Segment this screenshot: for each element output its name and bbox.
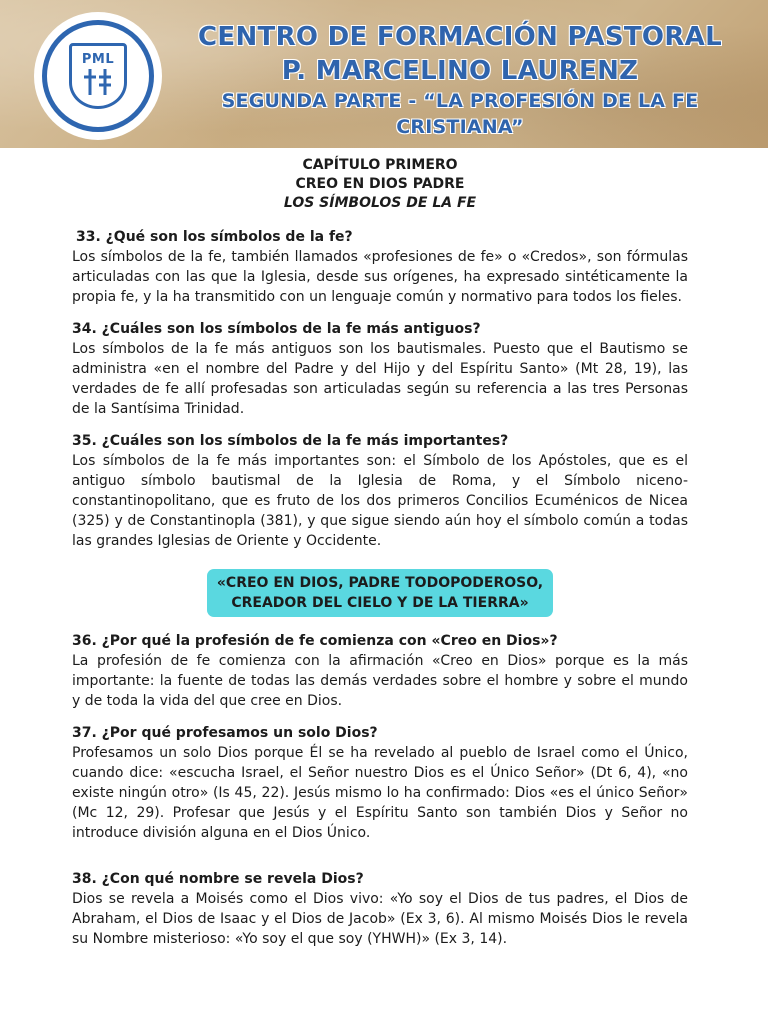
callout-line1: «CREO EN DIOS, PADRE TODOPODEROSO,	[216, 575, 544, 591]
question-33: 33. ¿Qué son los símbolos de la fe?	[76, 229, 353, 245]
callout-wrapper	[72, 569, 688, 617]
question-35: 35. ¿Cuáles son los símbolos de la fe más importantes?	[72, 433, 509, 449]
answer-36: La profesión de fe comienza con la afirmación «Creo en Dios» porque es la más importante: la fuente de todas las demás verdades sobre el hombre y sobre el mundo y de toda la vida del que cree en Dios.	[72, 653, 688, 709]
logo-cross-icon	[81, 67, 115, 97]
question-34: 34. ¿Cuáles son los símbolos de la fe más antiguos?	[72, 321, 481, 337]
logo-ring	[42, 20, 154, 132]
chapter-line2: CREO EN DIOS PADRE	[295, 176, 465, 192]
answer-33: Los símbolos de la fe, también llamados «profesiones de fe» o «Credos», son fórmulas articuladas con las que la Iglesia, desde sus orígenes, ha expresado sintéticamente la propia fe, y la ha transmitido con un lenguaje común y normativo para todos los fieles.	[72, 249, 688, 305]
header-title-line2: P. MARCELINO LAURENZ	[281, 56, 639, 86]
page-header	[0, 0, 768, 148]
header-title-line1: CENTRO DE FORMACIÓN PASTORAL	[198, 22, 722, 52]
logo-text: PML	[81, 52, 115, 67]
chapter-line3: LOS SÍMBOLOS DE LA FE	[283, 195, 477, 211]
answer-34: Los símbolos de la fe más antiguos son los bautismales. Puesto que el Bautismo se administra «en el nombre del Padre y del Hijo y del Espíritu Santo» (Mt 28, 19), las verdades de fe allí profesadas son articuladas según su referencia a las tres Personas de la Santísima Trinidad.	[72, 341, 688, 417]
header-titles	[165, 20, 755, 140]
question-38: 38. ¿Con qué nombre se revela Dios?	[72, 871, 364, 887]
callout-line2: CREADOR DEL CIELO Y DE LA TIERRA»	[231, 595, 529, 611]
institution-logo	[34, 12, 162, 140]
answer-37: Profesamos un solo Dios porque Él se ha revelado al pueblo de Israel como el Único, cuando dice: «escucha Israel, el Señor nuestro Dios es el Único Señor» (Dt 6, 4), «no existe ningún otro» (Is 45, 22). Jesús mismo lo ha confirmado: Dios «es el único Señor» (Mc 12, 29). Profesar que Jesús y el Espíritu Santo son también Dios y Señor no introduce división alguna en el Dios Único.	[72, 745, 688, 841]
answer-35: Los símbolos de la fe más importantes son: el Símbolo de los Apóstoles, que es el antiguo símbolo bautismal de la Iglesia de Roma, y el Símbolo niceno-constantinopolitano, que es fruto de los dos primeros Concilios Ecuménicos de Nicea (325) y de Constantinopla (381), y que sigue siendo aún hoy el símbolo común a todas las grandes Iglesias de Oriente y Occidente.	[72, 453, 688, 549]
question-37: 37. ¿Por qué profesamos un solo Dios?	[72, 725, 378, 741]
document-body	[72, 156, 688, 949]
logo-shield-icon	[69, 43, 127, 109]
chapter-heading	[72, 156, 688, 213]
question-36: 36. ¿Por qué la profesión de fe comienza con «Creo en Dios»?	[72, 633, 558, 649]
answer-38: Dios se revela a Moisés como el Dios vivo: «Yo soy el Dios de tus padres, el Dios de Abraham, el Dios de Isaac y el Dios de Jacob» (Ex 3, 6). Al mismo Moisés Dios le revela su Nombre misterioso: «Yo soy el que soy (YHWH)» (Ex 3, 14).	[72, 891, 688, 947]
chapter-line1: CAPÍTULO PRIMERO	[302, 157, 458, 173]
creed-callout	[207, 569, 553, 617]
header-subtitle: SEGUNDA PARTE - “LA PROFESIÓN DE LA FE CRISTIANA”	[221, 90, 699, 138]
